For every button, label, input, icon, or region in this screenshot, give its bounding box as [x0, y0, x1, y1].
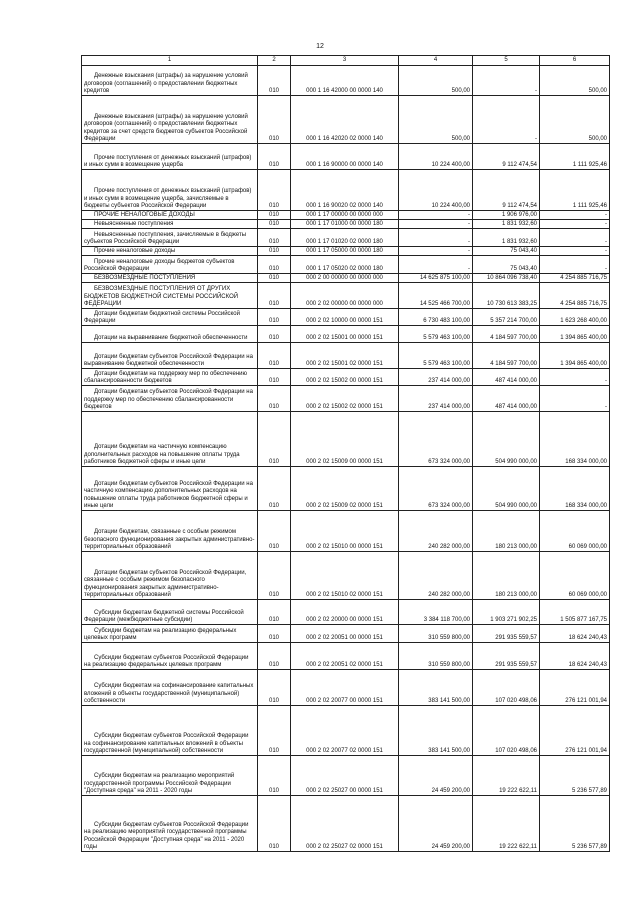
row-executed-amount-cell: 291 935 559,57	[473, 625, 540, 643]
column-header-3: 3	[291, 56, 399, 66]
row-executed-amount-cell: 4 184 597 700,00	[473, 326, 540, 343]
table-row	[82, 144, 610, 170]
row-approved-amount-cell: 383 141 500,00	[399, 670, 473, 706]
row-unexecuted-amount-cell: 276 121 001,94	[540, 670, 610, 706]
row-name-cell	[82, 412, 258, 467]
row-executed-amount-cell: 107 020 498,06	[473, 670, 540, 706]
row-unexecuted-amount-cell: -	[540, 229, 610, 247]
row-executed-amount-cell: 1 906 976,00	[473, 211, 540, 220]
row-budget-code-cell: 000 2 02 20077 02 0000 151	[291, 706, 399, 756]
row-executed-amount-cell: 487 414 000,00	[473, 386, 540, 412]
table-row	[82, 552, 610, 600]
row-budget-code-cell: 000 2 00 00000 00 0000 000	[291, 274, 399, 283]
row-executed-amount-cell: 10 730 613 383,25	[473, 283, 540, 309]
column-header-1: 1	[82, 56, 258, 66]
row-name-text: БЕЗВОЗМЕЗДНЫЕ ПОСТУПЛЕНИЯ	[94, 274, 196, 281]
row-approved-amount-cell: 237 414 000,00	[399, 386, 473, 412]
row-approved-amount-cell: 10 224 400,00	[399, 144, 473, 170]
budget-table-body	[82, 56, 610, 852]
row-approved-amount-cell: 237 414 000,00	[399, 369, 473, 386]
row-budget-code-cell: 000 2 02 00000 00 0000 000	[291, 283, 399, 309]
row-executed-amount-cell: 19 222 622,11	[473, 756, 540, 796]
row-line-code-cell: 010	[258, 283, 291, 309]
table-row	[82, 600, 610, 625]
row-unexecuted-amount-cell: 168 334 000,00	[540, 467, 610, 511]
table-row	[82, 326, 610, 343]
table-row	[82, 309, 610, 326]
row-approved-amount-cell: 500,00	[399, 96, 473, 144]
row-executed-amount-cell: 180 213 000,00	[473, 511, 540, 552]
row-approved-amount-cell: 673 324 000,00	[399, 467, 473, 511]
table-row	[82, 220, 610, 229]
row-line-code-cell: 010	[258, 643, 291, 670]
row-budget-code-cell: 000 2 02 15009 02 0000 151	[291, 467, 399, 511]
table-row	[82, 274, 610, 283]
table-row	[82, 66, 610, 96]
row-line-code-cell: 010	[258, 386, 291, 412]
page-number: 12	[316, 43, 324, 50]
column-header-2: 2	[258, 56, 291, 66]
row-name-cell	[82, 144, 258, 170]
row-approved-amount-cell: 240 282 000,00	[399, 552, 473, 600]
row-name-cell	[82, 229, 258, 247]
row-line-code-cell: 010	[258, 511, 291, 552]
table-row	[82, 467, 610, 511]
row-approved-amount-cell: 383 141 500,00	[399, 706, 473, 756]
row-line-code-cell: 010	[258, 467, 291, 511]
row-budget-code-cell: 000 2 02 15001 00 0000 151	[291, 326, 399, 343]
row-name-text: ПРОЧИЕ НЕНАЛОГОВЫЕ ДОХОДЫ	[94, 211, 195, 218]
row-executed-amount-cell: 10 864 096 738,40	[473, 274, 540, 283]
row-name-text: Дотации бюджетам бюджетной системы Российской Федерации	[84, 310, 240, 324]
row-line-code-cell: 010	[258, 343, 291, 369]
row-unexecuted-amount-cell: -	[540, 369, 610, 386]
table-row	[82, 229, 610, 247]
row-budget-code-cell: 000 2 02 10000 00 0000 151	[291, 309, 399, 326]
row-approved-amount-cell: 5 579 463 100,00	[399, 326, 473, 343]
row-executed-amount-cell: 75 043,40	[473, 247, 540, 256]
row-approved-amount-cell: -	[399, 229, 473, 247]
row-unexecuted-amount-cell: 60 069 000,00	[540, 511, 610, 552]
row-name-cell	[82, 600, 258, 625]
row-line-code-cell: 010	[258, 600, 291, 625]
row-budget-code-cell: 000 2 02 20051 02 0000 151	[291, 643, 399, 670]
table-row	[82, 96, 610, 144]
row-name-text: Дотации бюджетам субъектов Российской Федерации на выравнивание бюджетной обеспеченности	[84, 353, 253, 367]
row-name-cell	[82, 756, 258, 796]
table-row	[82, 796, 610, 852]
row-unexecuted-amount-cell: 1 505 877 167,75	[540, 600, 610, 625]
row-name-cell	[82, 706, 258, 756]
row-name-cell	[82, 625, 258, 643]
row-unexecuted-amount-cell: 1 394 865 400,00	[540, 343, 610, 369]
row-name-text: Субсидии бюджетам субъектов Российской Федерации на софинансирование капитальных вложений в объекты государственной (муниципальной) собственности	[84, 733, 249, 754]
row-line-code-cell: 010	[258, 369, 291, 386]
row-approved-amount-cell: -	[399, 256, 473, 274]
row-budget-code-cell: 000 2 02 15010 00 0000 151	[291, 511, 399, 552]
row-budget-code-cell: 000 1 16 42000 00 0000 140	[291, 66, 399, 96]
row-budget-code-cell: 000 2 02 20000 00 0000 151	[291, 600, 399, 625]
row-executed-amount-cell: 9 112 474,54	[473, 144, 540, 170]
table-row	[82, 706, 610, 756]
row-unexecuted-amount-cell: 18 624 240,43	[540, 625, 610, 643]
row-name-text: Субсидии бюджетам субъектов Российской Федерации на реализацию мероприятий государственной программы Российской Федерации "Доступная среда" на 2011 - 2020 годы	[84, 822, 249, 850]
row-approved-amount-cell: -	[399, 220, 473, 229]
row-line-code-cell: 010	[258, 412, 291, 467]
row-executed-amount-cell: -	[473, 96, 540, 144]
row-name-text: Дотации бюджетам субъектов Российской Федерации на поддержку мер по обеспечению сбалансированности бюджетов	[84, 389, 253, 410]
row-executed-amount-cell: 504 990 000,00	[473, 412, 540, 467]
row-unexecuted-amount-cell: -	[540, 220, 610, 229]
table-row	[82, 412, 610, 467]
table-row	[82, 643, 610, 670]
row-approved-amount-cell: 24 459 200,00	[399, 796, 473, 852]
row-line-code-cell: 010	[258, 326, 291, 343]
row-line-code-cell: 010	[258, 552, 291, 600]
row-line-code-cell: 010	[258, 706, 291, 756]
row-name-cell	[82, 309, 258, 326]
row-name-cell	[82, 670, 258, 706]
column-number-row	[82, 56, 610, 66]
budget-report-sheet	[81, 55, 609, 852]
row-executed-amount-cell: 487 414 000,00	[473, 369, 540, 386]
row-line-code-cell: 010	[258, 96, 291, 144]
row-unexecuted-amount-cell: 276 121 001,94	[540, 706, 610, 756]
row-approved-amount-cell: -	[399, 247, 473, 256]
row-budget-code-cell: 000 2 02 15009 00 0000 151	[291, 412, 399, 467]
row-executed-amount-cell: 1 831 932,60	[473, 229, 540, 247]
row-unexecuted-amount-cell: 1 111 925,46	[540, 170, 610, 211]
row-unexecuted-amount-cell: 168 334 000,00	[540, 412, 610, 467]
row-name-cell	[82, 467, 258, 511]
row-unexecuted-amount-cell: -	[540, 386, 610, 412]
row-name-text: Субсидии бюджетам на софинансирование капитальных вложений в объекты государственной (муниципальной) собственности	[84, 683, 254, 704]
row-name-cell	[82, 256, 258, 274]
table-row	[82, 247, 610, 256]
row-name-text: Прочие неналоговые доходы	[94, 247, 176, 254]
row-executed-amount-cell: 9 112 474,54	[473, 170, 540, 211]
row-name-text: Денежные взыскания (штрафы) за нарушение условий договоров (соглашений) о предоставлении бюджетных кредитов	[84, 73, 248, 94]
row-executed-amount-cell: 504 990 000,00	[473, 467, 540, 511]
row-name-cell	[82, 211, 258, 220]
row-unexecuted-amount-cell: -	[540, 211, 610, 220]
row-budget-code-cell: 000 2 02 25027 00 0000 151	[291, 756, 399, 796]
row-budget-code-cell: 000 2 02 15001 02 0000 151	[291, 343, 399, 369]
row-approved-amount-cell: 310 559 800,00	[399, 625, 473, 643]
row-budget-code-cell: 000 2 02 15002 00 0000 151	[291, 369, 399, 386]
row-line-code-cell: 010	[258, 220, 291, 229]
row-budget-code-cell: 000 1 17 00000 00 0000 000	[291, 211, 399, 220]
row-budget-code-cell: 000 1 17 05020 02 0000 180	[291, 256, 399, 274]
row-unexecuted-amount-cell: 1 111 925,46	[540, 144, 610, 170]
row-line-code-cell: 010	[258, 229, 291, 247]
row-unexecuted-amount-cell: 500,00	[540, 66, 610, 96]
table-row	[82, 670, 610, 706]
row-unexecuted-amount-cell: 1 623 268 400,00	[540, 309, 610, 326]
row-name-text: Дотации бюджетам, связанные с особым режимом безопасного функционирования закрытых административно-территориальных образований	[84, 529, 255, 550]
row-approved-amount-cell: 6 730 483 100,00	[399, 309, 473, 326]
row-executed-amount-cell: 75 043,40	[473, 256, 540, 274]
row-name-cell	[82, 386, 258, 412]
row-name-text: Субсидии бюджетам субъектов Российской Федерации на реализацию федеральных целевых программ	[84, 654, 249, 668]
row-executed-amount-cell: 1 831 932,60	[473, 220, 540, 229]
row-budget-code-cell: 000 2 02 25027 02 0000 151	[291, 796, 399, 852]
row-name-cell	[82, 170, 258, 211]
row-approved-amount-cell: 5 579 463 100,00	[399, 343, 473, 369]
row-budget-code-cell: 000 1 17 01000 00 0000 180	[291, 220, 399, 229]
row-unexecuted-amount-cell: -	[540, 256, 610, 274]
row-approved-amount-cell: 500,00	[399, 66, 473, 96]
row-approved-amount-cell: 3 384 118 700,00	[399, 600, 473, 625]
row-name-cell	[82, 283, 258, 309]
row-unexecuted-amount-cell: -	[540, 247, 610, 256]
row-line-code-cell: 010	[258, 66, 291, 96]
row-budget-code-cell: 000 1 16 90020 02 0000 140	[291, 170, 399, 211]
row-name-cell	[82, 511, 258, 552]
row-budget-code-cell: 000 2 02 15002 02 0000 151	[291, 386, 399, 412]
row-name-text: БЕЗВОЗМЕЗДНЫЕ ПОСТУПЛЕНИЯ ОТ ДРУГИХ БЮДЖЕТОВ БЮДЖЕТНОЙ СИСТЕМЫ РОССИЙСКОЙ ФЕДЕРАЦИИ	[84, 286, 239, 307]
row-line-code-cell: 010	[258, 796, 291, 852]
table-row	[82, 625, 610, 643]
row-name-cell	[82, 369, 258, 386]
row-approved-amount-cell: -	[399, 211, 473, 220]
table-row	[82, 511, 610, 552]
row-name-text: Денежные взыскания (штрафы) за нарушение условий договоров (соглашений) о предоставлении бюджетных кредитов за счет средств бюджетов субъектов Российской Федерации	[84, 114, 248, 142]
table-row	[82, 283, 610, 309]
row-name-cell	[82, 220, 258, 229]
row-unexecuted-amount-cell: 4 254 885 716,75	[540, 283, 610, 309]
row-name-text: Субсидии бюджетам на реализацию федеральных целевых программ	[84, 627, 237, 641]
row-name-text: Невыясненные поступления	[94, 220, 174, 227]
row-executed-amount-cell: 291 935 559,57	[473, 643, 540, 670]
column-header-6: 6	[540, 56, 610, 66]
row-name-cell	[82, 796, 258, 852]
row-unexecuted-amount-cell: 5 236 577,89	[540, 756, 610, 796]
row-budget-code-cell: 000 1 17 01020 02 0000 180	[291, 229, 399, 247]
row-unexecuted-amount-cell: 4 254 885 716,75	[540, 274, 610, 283]
row-name-text: Субсидии бюджетам бюджетной системы Российской Федерации (межбюджетные субсидии)	[84, 609, 244, 623]
row-executed-amount-cell: 4 184 597 700,00	[473, 343, 540, 369]
row-line-code-cell: 010	[258, 247, 291, 256]
row-executed-amount-cell: -	[473, 66, 540, 96]
row-name-cell	[82, 343, 258, 369]
row-line-code-cell: 010	[258, 211, 291, 220]
row-unexecuted-amount-cell: 500,00	[540, 96, 610, 144]
row-unexecuted-amount-cell: 60 069 000,00	[540, 552, 610, 600]
row-name-text: Дотации на выравнивание бюджетной обеспеченности	[94, 334, 248, 341]
row-executed-amount-cell: 1 903 271 902,25	[473, 600, 540, 625]
table-row	[82, 756, 610, 796]
row-name-text: Невыясненные поступления, зачисляемые в бюджеты субъектов Российской Федерации	[84, 231, 247, 245]
row-line-code-cell: 010	[258, 625, 291, 643]
row-line-code-cell: 010	[258, 756, 291, 796]
row-unexecuted-amount-cell: 18 624 240,43	[540, 643, 610, 670]
row-approved-amount-cell: 24 459 200,00	[399, 756, 473, 796]
row-unexecuted-amount-cell: 1 394 865 400,00	[540, 326, 610, 343]
row-line-code-cell: 010	[258, 256, 291, 274]
row-approved-amount-cell: 14 525 466 700,00	[399, 283, 473, 309]
row-name-text: Прочие неналоговые доходы бюджетов субъектов Российской Федерации	[84, 258, 235, 272]
row-name-cell	[82, 66, 258, 96]
row-line-code-cell: 010	[258, 170, 291, 211]
row-name-text: Дотации бюджетам субъектов Российской Федерации на частичную компенсацию дополнительных расходов на повышение оплаты труда работников бюджетной сферы и иные цели	[84, 481, 253, 509]
row-budget-code-cell: 000 2 02 20051 00 0000 151	[291, 625, 399, 643]
budget-table	[81, 55, 610, 852]
row-budget-code-cell: 000 2 02 20077 00 0000 151	[291, 670, 399, 706]
row-approved-amount-cell: 673 324 000,00	[399, 412, 473, 467]
row-line-code-cell: 010	[258, 274, 291, 283]
row-name-text: Прочие поступления от денежных взысканий (штрафов) и иных сумм в возмещение ущерба	[84, 154, 252, 168]
table-row	[82, 369, 610, 386]
row-name-text: Дотации бюджетам на поддержку мер по обеспечению сбалансированности бюджетов	[84, 370, 248, 384]
row-budget-code-cell: 000 1 16 90000 00 0000 140	[291, 144, 399, 170]
column-header-4: 4	[399, 56, 473, 66]
row-executed-amount-cell: 5 357 214 700,00	[473, 309, 540, 326]
row-name-text: Прочие поступления от денежных взысканий (штрафов) и иных сумм в возмещение ущерба, зачисляемые в бюджеты субъектов Российской Федерации	[84, 188, 252, 209]
row-line-code-cell: 010	[258, 670, 291, 706]
row-approved-amount-cell: 310 559 800,00	[399, 643, 473, 670]
row-unexecuted-amount-cell: 5 236 577,89	[540, 796, 610, 852]
row-name-text: Дотации бюджетам на частичную компенсацию дополнительных расходов на повышение оплаты труда работников бюджетной сферы и иные цели	[84, 444, 240, 465]
row-name-cell	[82, 274, 258, 283]
table-row	[82, 170, 610, 211]
row-line-code-cell: 010	[258, 309, 291, 326]
row-executed-amount-cell: 180 213 000,00	[473, 552, 540, 600]
row-approved-amount-cell: 14 625 875 100,00	[399, 274, 473, 283]
row-approved-amount-cell: 10 224 400,00	[399, 170, 473, 211]
table-row	[82, 211, 610, 220]
table-row	[82, 256, 610, 274]
table-row	[82, 386, 610, 412]
row-name-cell	[82, 96, 258, 144]
row-line-code-cell: 010	[258, 144, 291, 170]
row-budget-code-cell: 000 1 17 05000 00 0000 180	[291, 247, 399, 256]
row-budget-code-cell: 000 1 16 42020 02 0000 140	[291, 96, 399, 144]
row-name-text: Субсидии бюджетам на реализацию мероприятий государственной программы Российской Федерации "Доступная среда" на 2011 - 2020 годы	[84, 773, 235, 794]
row-approved-amount-cell: 240 282 000,00	[399, 511, 473, 552]
column-header-5: 5	[473, 56, 540, 66]
row-executed-amount-cell: 19 222 622,11	[473, 796, 540, 852]
row-executed-amount-cell: 107 020 498,06	[473, 706, 540, 756]
row-name-cell	[82, 326, 258, 343]
row-name-cell	[82, 247, 258, 256]
table-row	[82, 343, 610, 369]
row-name-cell	[82, 643, 258, 670]
row-budget-code-cell: 000 2 02 15010 02 0000 151	[291, 552, 399, 600]
row-name-cell	[82, 552, 258, 600]
row-name-text: Дотации бюджетам субъектов Российской Федерации, связанные с особым режимом безопасного функционирования закрытых административно-территориальных образований	[84, 570, 247, 598]
